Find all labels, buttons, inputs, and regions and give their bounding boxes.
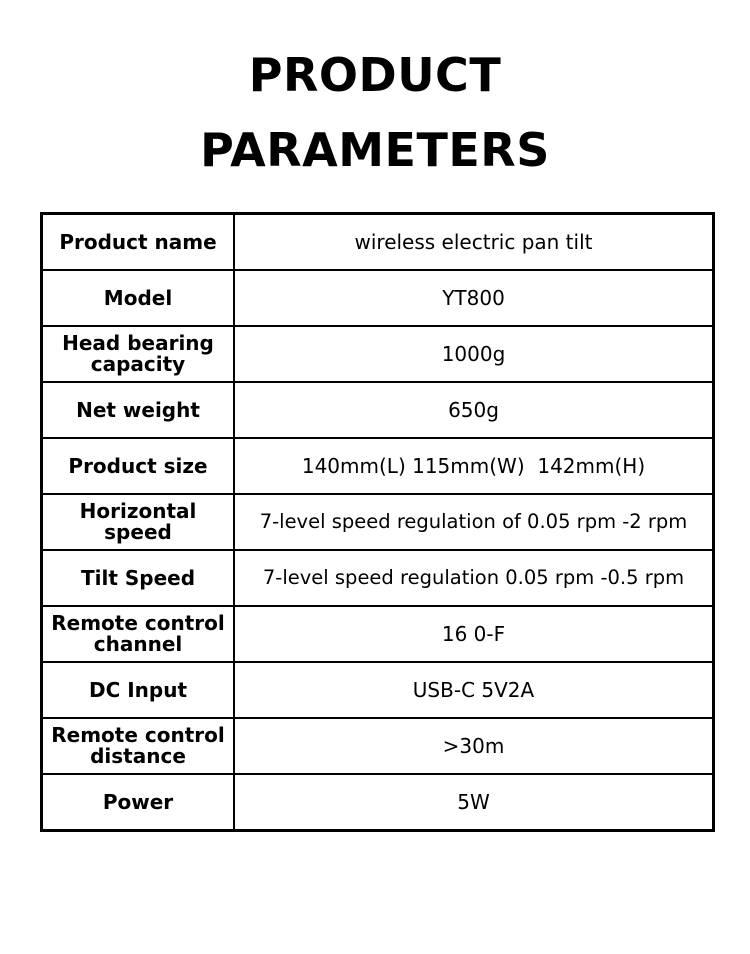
table-row [42, 718, 714, 774]
tilt-speed-value: 7-level speed regulation 0.05 rpm -0.5 rpm [234, 550, 714, 606]
head-bearing-capacity-label: Head bearing capacity [42, 326, 235, 382]
model-value: YT800 [234, 270, 714, 326]
net-weight-value: 650g [234, 382, 714, 438]
dc-input-value: USB-C 5V2A [234, 662, 714, 718]
power-value: 5W [234, 774, 714, 831]
remote-control-channel-label: Remote control channel [42, 606, 235, 662]
table-row [42, 494, 714, 550]
remote-control-channel-value: 16 0-F [234, 606, 714, 662]
table-row [42, 438, 714, 494]
table-row [42, 550, 714, 606]
product-name-label: Product name [42, 214, 235, 271]
product-size-value: 140mm(L) 115mm(W) 142mm(H) [234, 438, 714, 494]
net-weight-label: Net weight [42, 382, 235, 438]
table-row [42, 270, 714, 326]
horizontal-speed-value: 7-level speed regulation of 0.05 rpm -2 rpm [234, 494, 714, 550]
table-row [42, 606, 714, 662]
page-title-line-1: PRODUCT [248, 48, 502, 102]
product-name-value: wireless electric pan tilt [234, 214, 714, 271]
table-row [42, 662, 714, 718]
table-row [42, 382, 714, 438]
remote-control-distance-value: >30m [234, 718, 714, 774]
horizontal-speed-label: Horizontal speed [42, 494, 235, 550]
power-label: Power [42, 774, 235, 831]
table-row [42, 214, 714, 271]
product-parameters-table [40, 212, 715, 832]
product-size-label: Product size [42, 438, 235, 494]
model-label: Model [42, 270, 235, 326]
tilt-speed-label: Tilt Speed [42, 550, 235, 606]
remote-control-distance-label: Remote control distance [42, 718, 235, 774]
table-row [42, 774, 714, 831]
dc-input-label: DC Input [42, 662, 235, 718]
head-bearing-capacity-value: 1000g [234, 326, 714, 382]
page-title-line-2: PARAMETERS [200, 123, 550, 177]
table-row [42, 326, 714, 382]
